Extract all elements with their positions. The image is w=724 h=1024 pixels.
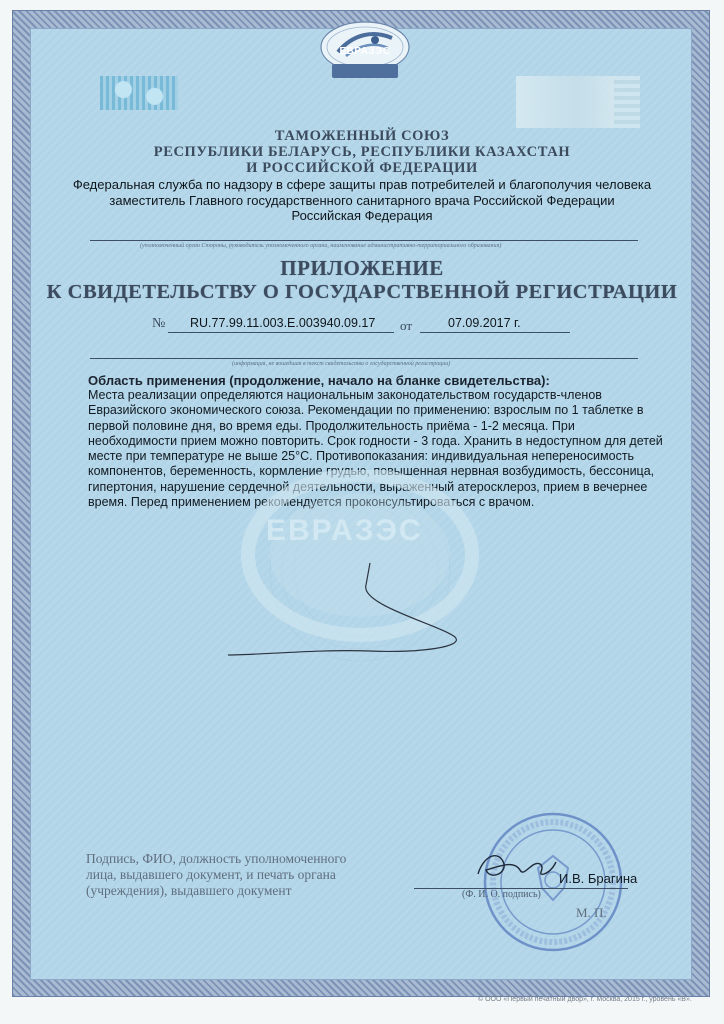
date-label: от: [400, 318, 413, 333]
authority-caption: (уполномоченный орган Стороны, руководитель уполномоченного органа, наименование административно-территориального образования): [140, 243, 502, 249]
authority-line-3: Российская Федерация: [291, 208, 433, 223]
title-line-2: К СВИДЕТЕЛЬСТВУ О ГОСУДАРСТВЕННОЙ РЕГИСТРАЦИИ: [46, 281, 678, 303]
signatory-name: И.В. Брагина: [559, 871, 638, 886]
body-line: гипертония, нарушение сердечной деятельности, выраженный атеросклероз, прием в вечернее: [88, 479, 648, 494]
authority-line-2: заместитель Главного государственного санитарного врача Российской Федерации: [109, 193, 615, 208]
certificate-number: RU.77.99.11.003.E.003940.09.17: [190, 316, 376, 330]
pen-stroke: [220, 555, 470, 665]
certificate-date: 07.09.2017 г.: [448, 316, 521, 330]
title-line-1: ПРИЛОЖЕНИЕ: [280, 256, 444, 280]
body-heading: Область применения (продолжение, начало на бланке свидетельства):: [88, 373, 550, 388]
number-label: №: [152, 316, 166, 331]
authority-line-1: Федеральная служба по надзору в сфере защиты прав потребителей и благополучия человека: [72, 177, 652, 192]
authority-underline: [90, 240, 638, 241]
date-underline: [420, 332, 570, 333]
body-line: время. Перед применением рекомендуется проконсультироваться с врачом.: [88, 495, 535, 510]
info-underline: [90, 358, 638, 359]
union-line-1: ТАМОЖЕННЫЙ СОЮЗ: [274, 128, 450, 144]
signature-label-3: (учреждения), выдавшего документ: [86, 883, 292, 898]
signature-label-1: Подпись, ФИО, должность уполномоченного: [86, 851, 347, 866]
body-line: Евразийского экономического союза. Рекомендации по применению: взрослым по 1 таблетке в: [88, 403, 644, 418]
handwritten-signature: [470, 840, 560, 890]
union-line-2: РЕСПУБЛИКИ БЕЛАРУСЬ, РЕСПУБЛИКИ КАЗАХСТАН: [153, 144, 571, 160]
body-line: Места реализации определяются национальным законодательством государств-членов: [88, 388, 602, 402]
body-line: компонентов, беременность, кормление грудью, повышенная нервная возбудимость, бессоница,: [88, 464, 655, 479]
hologram-left: [100, 76, 178, 110]
watermark-text: ЕВРАЗЭС: [266, 514, 423, 547]
info-caption: (информация, не вошедшая в текст свидетельства о государственной регистрации): [232, 361, 451, 367]
signature-caption: (Ф. И. О. подпись): [462, 889, 541, 900]
body-line: первой половине дня, во время еды. Продолжительность приёма - 1-2 месяца. При: [88, 418, 575, 433]
logo-text: ЕВРАЗЭС: [339, 46, 391, 57]
hologram-right: [516, 76, 640, 128]
signature-label-2: лица, выдавшего документ, и печать органа: [86, 867, 336, 882]
printer-footer: © ООО «Первый печатный двор», г. Москва, 2015 г., уровень «В».: [478, 996, 692, 1003]
union-line-3: И РОССИЙСКОЙ ФЕДЕРАЦИИ: [246, 160, 478, 176]
body-line: месте при температуре не выше 25°С. Противопоказания: индивидуальная непереносимость: [88, 449, 635, 464]
number-underline: [168, 332, 394, 333]
body-line: необходимости прием можно повторить. Срок годности - 3 года. Хранить в недоступном для детей: [88, 433, 663, 448]
stamp-place: М. П.: [576, 905, 607, 920]
